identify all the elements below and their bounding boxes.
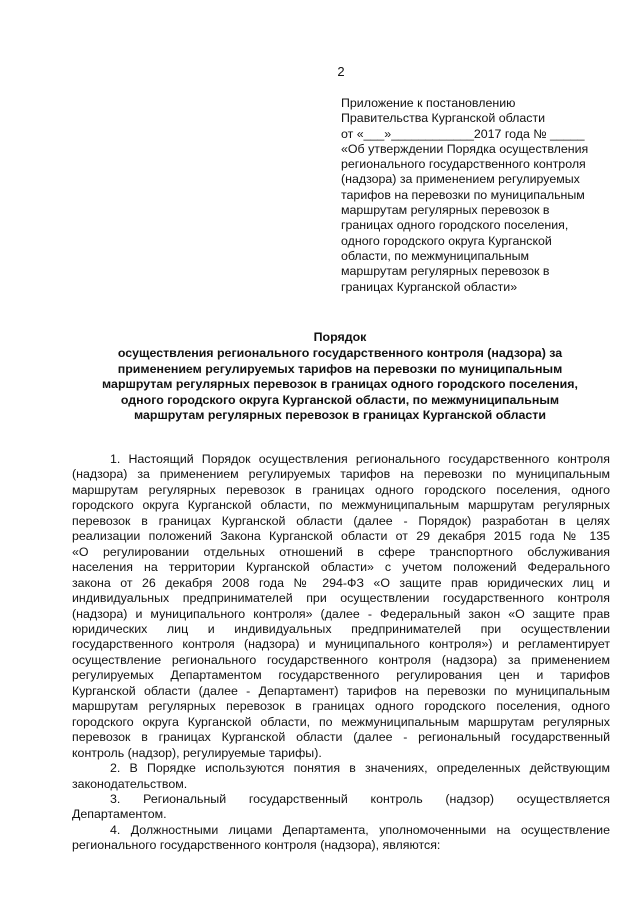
- annex-line: маршрутам регулярных перевозок в: [341, 264, 550, 279]
- body-line: 1. Настоящий Порядок осуществления регионального государственного контроля: [110, 452, 610, 466]
- title-line: маршрутам регулярных перевозок в границах одного городского поселения,: [102, 377, 578, 392]
- annex-line: тарифов на перевозки по муниципальным: [341, 187, 585, 202]
- body-line: «О регулировании отдельных отношений в сфере транспортного обслуживания: [72, 544, 610, 559]
- body-line: населения на территории Курганской области» с учетом положений Федерального: [72, 560, 610, 575]
- title-line: применением регулируемых тарифов на перевозки по муниципальным: [117, 361, 563, 376]
- body-line: городского округа Курганской области, по межмуниципальным маршрутам регулярных: [72, 498, 610, 513]
- title-line: маршрутам регулярных перевозок в границах Курганской области: [134, 408, 546, 423]
- body-line: регионального государственного контроля (надзора), являются:: [72, 838, 441, 853]
- body-line: 3. Региональный государственный контроль (надзор) осуществляется: [110, 791, 610, 806]
- document-title: [70, 330, 610, 423]
- body-line: индивидуальных предпринимателей при осуществлении государственного контроля: [72, 591, 610, 606]
- page-number: 2: [337, 64, 345, 79]
- body-line: Курганской области (далее - Департамент) тарифов на перевозки по муниципальным: [72, 683, 610, 698]
- body-line: 2. В Порядке используются понятия в значениях, определенных действующим: [110, 761, 610, 776]
- body-line: перевозок в границах Курганской области (далее - региональный государственный: [72, 730, 610, 745]
- annex-line: Приложение к постановлению: [341, 96, 516, 110]
- body-line: перевозок в границах Курганской области (далее - Порядок) разработан в целях: [72, 513, 610, 528]
- body-line: государственного контроля (надзора) и муниципального контроля») и регламентирует: [72, 637, 610, 652]
- annex-line: области, по межмуниципальным: [341, 248, 530, 263]
- title-line: осуществления регионального государственного контроля (надзора) за: [117, 346, 563, 361]
- annex-line: от «___»____________2017 года № _____: [341, 126, 585, 141]
- annex-line: границах Курганской области»: [341, 279, 518, 294]
- body-line: маршрутам регулярных перевозок в границах одного городского поселения, одного: [72, 699, 610, 714]
- body-line: закона от 26 декабря 2008 года № 294-ФЗ «О защите прав юридических лиц и: [72, 575, 610, 590]
- annex-line: одного городского округа Курганской: [341, 233, 552, 248]
- title-main: Порядок: [313, 330, 367, 344]
- annex-line: (надзора) за применением регулируемых: [341, 172, 580, 187]
- title-line: одного городского округа Курганской области, по межмуниципальным: [120, 392, 560, 407]
- body-line: (надзора) и муниципального контроля» (далее - Федеральный закон «О защите прав: [72, 606, 610, 621]
- body-line: Департаментом.: [72, 807, 167, 822]
- body-line: юридических лиц и индивидуальных предпринимателей при осуществлении: [72, 621, 610, 636]
- body-line: регулируемых Департаментом государственного регулирования цен и тарифов: [72, 668, 610, 683]
- annex-line: «Об утверждении Порядка осуществления: [341, 141, 589, 156]
- annex-header: [341, 96, 611, 295]
- body-line: маршрутам регулярных перевозок в границах одного городского поселения, одного: [72, 482, 610, 497]
- body-line: городского округа Курганской области, по межмуниципальным маршрутам регулярных: [72, 714, 610, 729]
- annex-line: регионального государственного контроля: [341, 157, 586, 172]
- annex-line: маршрутам регулярных перевозок в: [341, 203, 550, 218]
- annex-line: границах одного городского поселения,: [341, 218, 569, 233]
- document-body: [72, 452, 610, 854]
- body-line: контроль (надзор), регулируемые тарифы).: [72, 745, 322, 760]
- body-line: осуществление регионального государственного контроля (надзора) за применением: [72, 652, 610, 667]
- body-line: реализации положений Закона Курганской области от 29 декабря 2015 года № 135: [72, 529, 610, 544]
- body-line: законодательством.: [72, 776, 188, 791]
- annex-line: Правительства Курганской области: [341, 111, 546, 126]
- body-line: 4. Должностными лицами Департамента, уполномоченными на осуществление: [110, 822, 610, 837]
- body-line: (надзора) за применением регулируемых тарифов на перевозки по муниципальным: [72, 467, 610, 482]
